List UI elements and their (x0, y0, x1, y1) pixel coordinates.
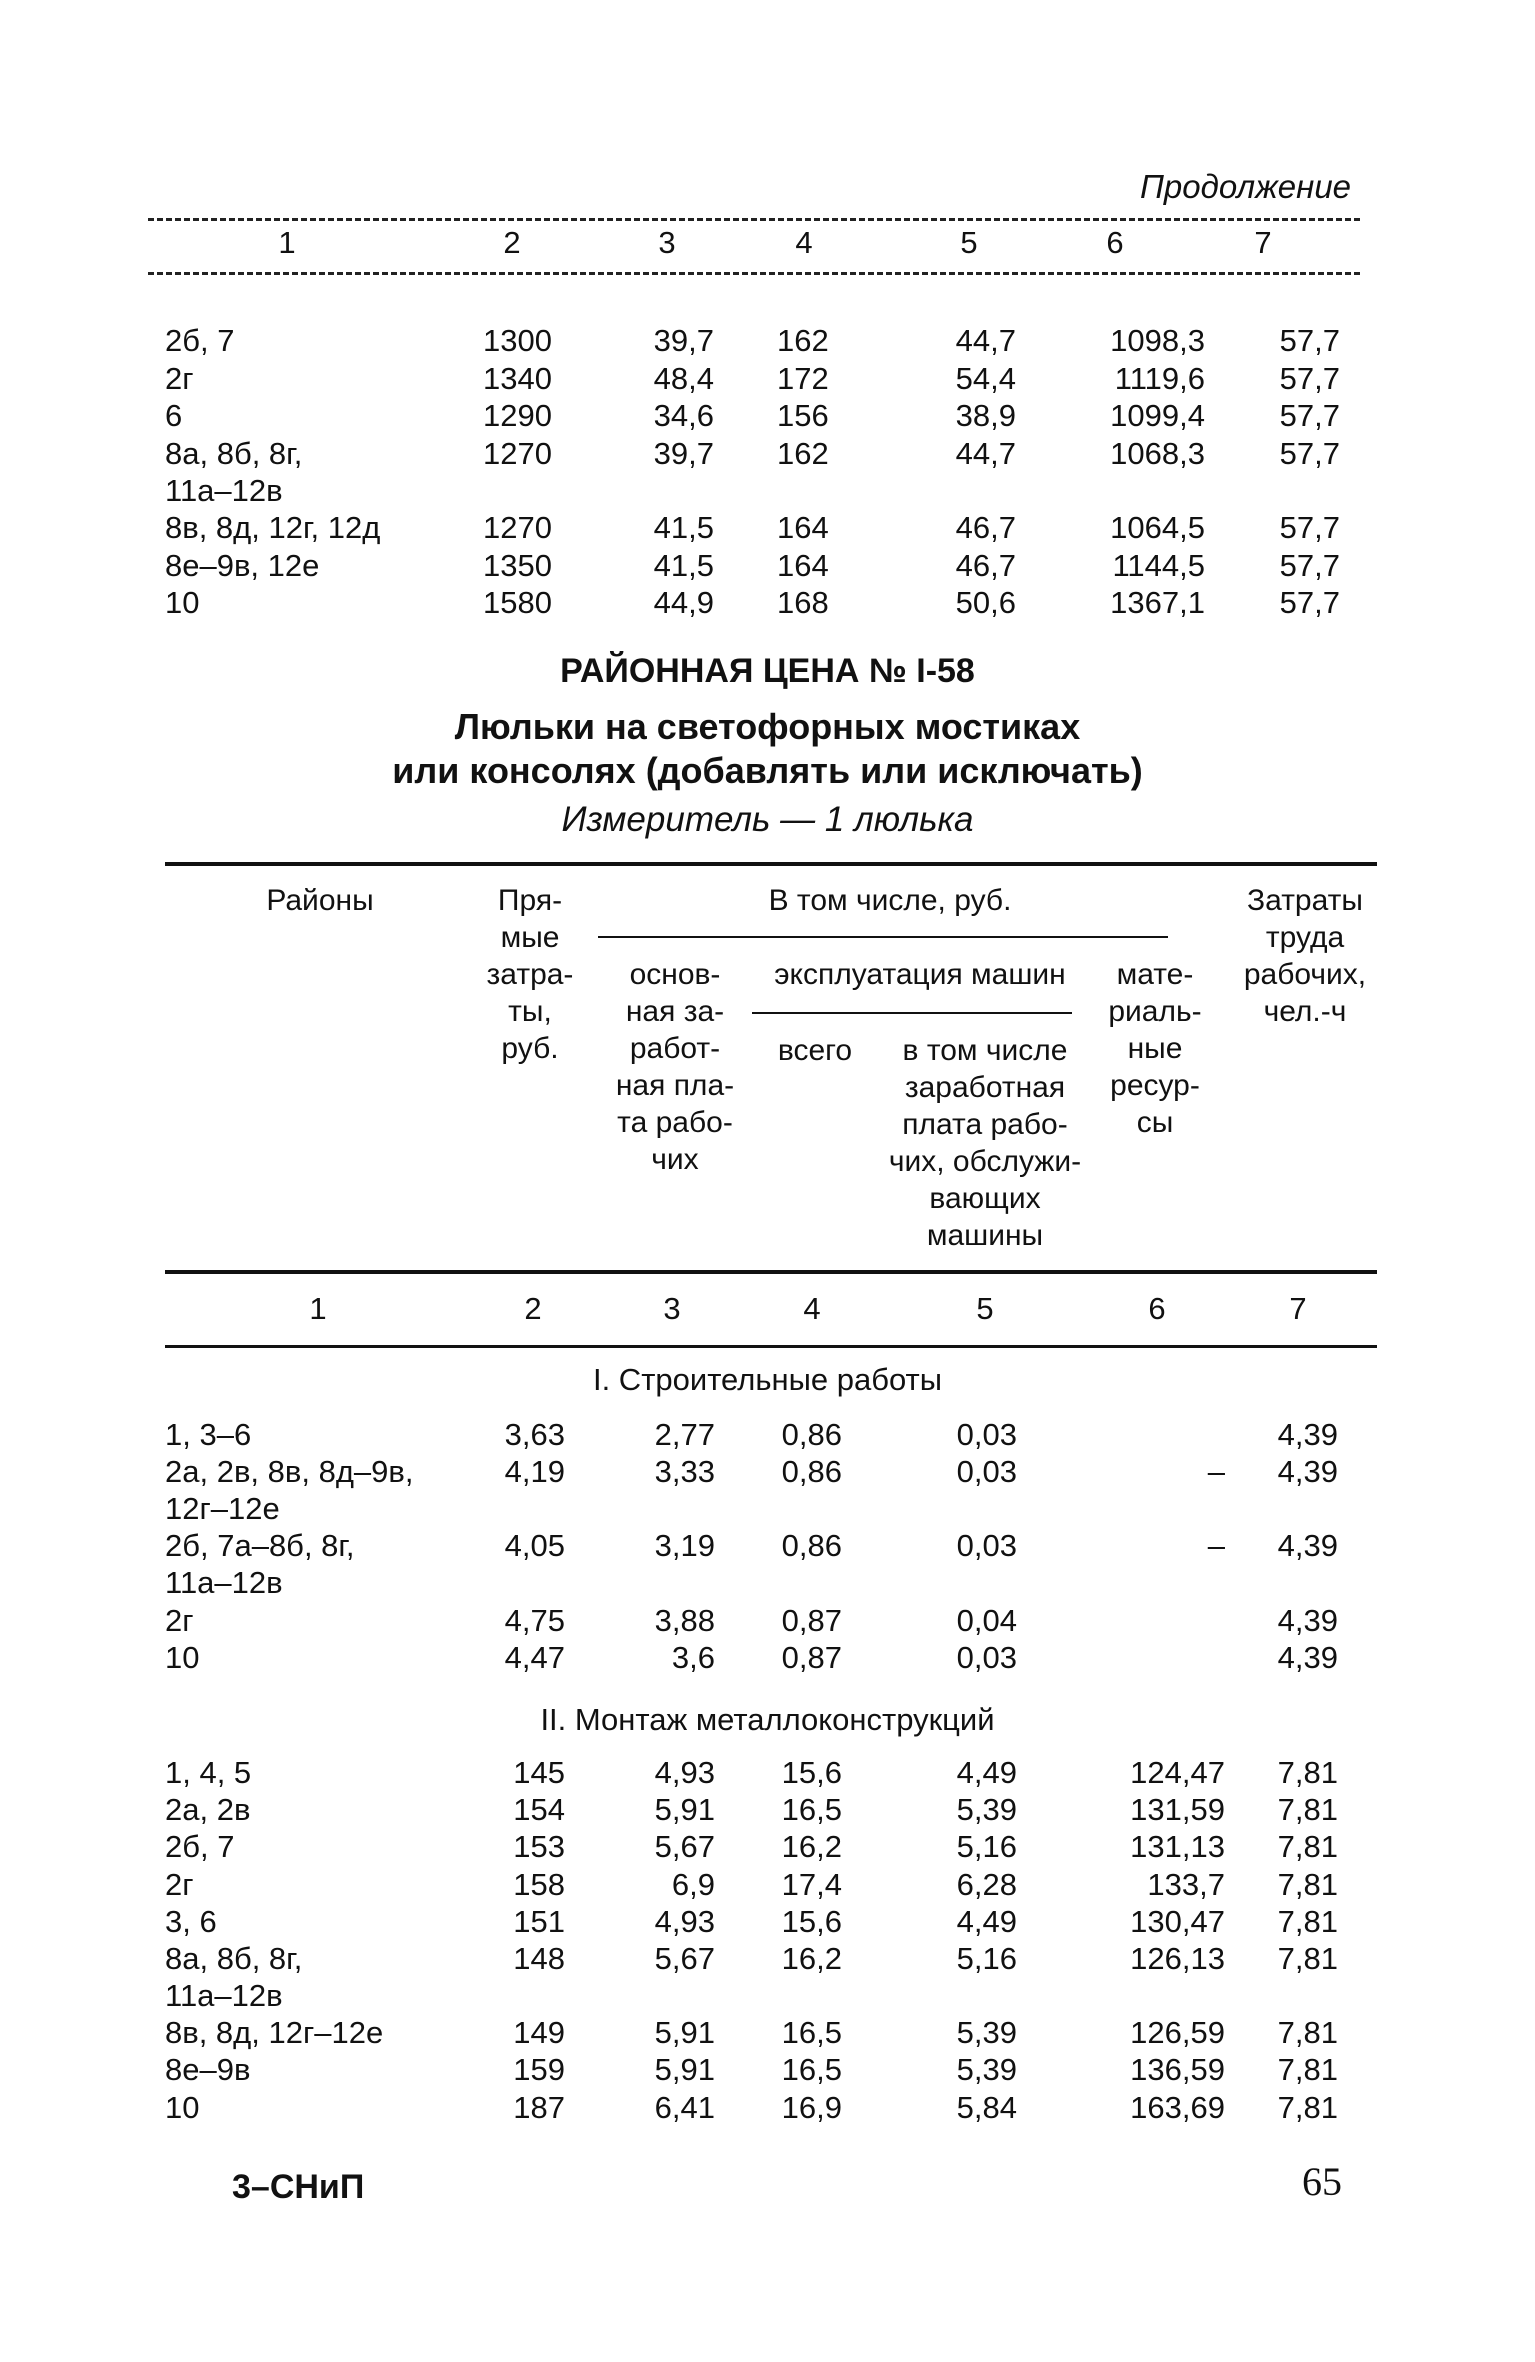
table1-cell: 57,7 (1279, 360, 1340, 396)
group2-cell: 7,81 (1277, 1866, 1338, 1902)
header-incl: В том числе, руб. (768, 884, 1012, 917)
group2-cell: 133,7 (1147, 1866, 1225, 1902)
group2-cell: 124,47 (1130, 1755, 1225, 1790)
table2-incl-rule (598, 936, 1168, 938)
group1-cell: 0,86 (781, 1417, 842, 1452)
group1-cell: 3,6 (671, 1639, 715, 1675)
group2-region: 1, 4, 5 (165, 1755, 252, 1790)
group2-cell: 130,47 (1130, 1903, 1225, 1939)
group2-cell: 4,49 (956, 1903, 1017, 1939)
group1-cell: 4,05 (504, 1528, 565, 1564)
header-machines-wage: в том числе заработная плата рабо- чих, обслужи- вающих машины (888, 1034, 1082, 1252)
price-heading: РАЙОННАЯ ЦЕНА № I-58 (560, 652, 975, 690)
table1-header-rule (148, 272, 1360, 275)
group2-cell: 7,81 (1277, 1829, 1338, 1865)
group1-cell: 3,33 (654, 1454, 715, 1490)
group1-cell: 0,87 (781, 1639, 842, 1675)
group1-cell: 4,39 (1277, 1417, 1338, 1452)
table2-colnum-rule (165, 1345, 1377, 1348)
table1-cell: 1290 (483, 398, 552, 433)
group1-cell: 4,39 (1277, 1454, 1338, 1490)
group2-title: II. Монтаж металлоконструкций (540, 1702, 995, 1737)
table1-region: 8в, 8д, 12г, 12д (165, 510, 381, 545)
group1-region: 2а, 2в, 8в, 8д–9в, (165, 1454, 414, 1490)
group2-region: 8а, 8б, 8г, (165, 1941, 303, 1976)
table1-cell: 46,7 (955, 547, 1016, 583)
table1-region: 2б, 7 (165, 323, 235, 358)
group1-cell: 0,03 (956, 1417, 1017, 1452)
table1-cell: 57,7 (1279, 323, 1340, 358)
section-title-line1: Люльки на светофорных мостиках (454, 706, 1081, 747)
group2-cell: 145 (513, 1755, 565, 1790)
group1-cell: 4,39 (1277, 1528, 1338, 1564)
group1-cell: 0,03 (956, 1528, 1017, 1564)
group2-cell: 136,59 (1130, 2052, 1225, 2088)
table2-top-rule (165, 862, 1377, 866)
group1-cell: 4,19 (504, 1454, 565, 1490)
table1-region: 2г (165, 360, 194, 396)
table1-cell: 41,5 (653, 547, 714, 583)
table2-col-number: 6 (1148, 1291, 1166, 1326)
header-labor: Затраты труда рабочих, чел.-ч (1243, 884, 1367, 1028)
group1-cell: 0,86 (781, 1528, 842, 1564)
table1-cell: 44,7 (955, 435, 1016, 471)
table1-cell: 1300 (483, 323, 552, 358)
group1-cell: – (1207, 1454, 1225, 1490)
table1-cell: 46,7 (955, 510, 1016, 545)
group2-cell: 149 (513, 2015, 565, 2051)
group2-cell: 16,2 (781, 1829, 842, 1865)
group2-cell: 6,9 (671, 1866, 715, 1902)
group2-region: 2а, 2в (165, 1792, 251, 1828)
table2-machines-rule (752, 1012, 1072, 1014)
table2-col-number: 2 (524, 1291, 542, 1326)
group2-cell: 5,67 (654, 1829, 715, 1865)
table1-cell: 164 (777, 547, 829, 583)
group2-cell: 7,81 (1277, 1941, 1338, 1976)
group1-cell: 2,77 (654, 1417, 715, 1452)
group2-region-cont: 11а–12в (165, 1978, 283, 2013)
group1-title: I. Строительные работы (592, 1362, 943, 1397)
group2-cell: 148 (513, 1941, 565, 1976)
table1-cell: 41,5 (653, 510, 714, 545)
table1-cell: 34,6 (653, 398, 714, 433)
table1-cell: 1270 (483, 435, 552, 471)
table1-cell: 57,7 (1279, 510, 1340, 545)
group1-cell: 3,63 (504, 1417, 565, 1452)
group2-cell: 7,81 (1277, 1755, 1338, 1790)
table2-col-number: 1 (309, 1291, 327, 1326)
group2-cell: 7,81 (1277, 2015, 1338, 2051)
group2-cell: 5,91 (654, 2052, 715, 2088)
group2-cell: 16,5 (781, 1792, 842, 1828)
group2-cell: 15,6 (781, 1755, 842, 1790)
group1-cell: 0,03 (956, 1639, 1017, 1675)
group1-cell: 3,88 (654, 1602, 715, 1638)
table1-top-rule (148, 218, 1360, 221)
header-basic-wage: основ- ная за- работ- ная пла- та рабо- чих (615, 958, 735, 1176)
group2-cell: 5,84 (956, 2089, 1017, 2125)
group2-cell: 4,93 (654, 1903, 715, 1939)
group2-cell: 126,59 (1130, 2015, 1225, 2051)
footer-signature: 3–СНиП (232, 2168, 365, 2206)
table1-col-number: 6 (1106, 225, 1124, 260)
group1-cell: 4,39 (1277, 1639, 1338, 1675)
group2-cell: 126,13 (1130, 1941, 1225, 1976)
header-machines-total: всего (777, 1034, 853, 1067)
section-title-line2: или консолях (добавлять или исключать) (392, 750, 1143, 791)
group2-region: 10 (165, 2089, 200, 2125)
table2-header-bottom-rule (165, 1270, 1377, 1274)
header-materials: мате- риаль- ные ресур- сы (1108, 958, 1202, 1139)
group2-cell: 5,39 (956, 1792, 1017, 1828)
table1-cell: 44,7 (955, 323, 1016, 358)
group1-cell: – (1207, 1528, 1225, 1564)
group2-cell: 158 (513, 1866, 565, 1902)
table1-cell: 168 (777, 585, 829, 620)
group2-cell: 16,9 (781, 2089, 842, 2125)
table1-col-number: 1 (278, 225, 296, 260)
group2-cell: 7,81 (1277, 1903, 1338, 1939)
group2-region: 8е–9в (165, 2052, 251, 2088)
table1-cell: 54,4 (955, 360, 1016, 396)
table1-col-number: 7 (1254, 225, 1272, 260)
header-machine-operation: эксплуатация машин (774, 958, 1066, 991)
group2-cell: 131,13 (1130, 1829, 1225, 1865)
group2-cell: 4,93 (654, 1755, 715, 1790)
group2-region: 3, 6 (165, 1903, 217, 1939)
table1-cell: 1340 (483, 360, 552, 396)
group2-cell: 5,91 (654, 2015, 715, 2051)
group2-cell: 7,81 (1277, 2089, 1338, 2125)
group2-cell: 159 (513, 2052, 565, 2088)
group2-region: 2б, 7 (165, 1829, 235, 1865)
group1-region-cont: 12г–12е (165, 1491, 280, 1527)
group1-region-cont: 11а–12в (165, 1565, 283, 1601)
table1-cell: 1099,4 (1110, 398, 1205, 433)
group1-cell: 4,47 (504, 1639, 565, 1675)
table1-region: 6 (165, 398, 183, 433)
group1-cell: 0,04 (956, 1602, 1017, 1638)
group2-cell: 5,67 (654, 1941, 715, 1976)
group2-cell: 5,39 (956, 2015, 1017, 2051)
table2-col-number: 4 (803, 1291, 821, 1326)
group2-cell: 7,81 (1277, 2052, 1338, 2088)
group1-region: 2г (165, 1602, 194, 1638)
table1-cell: 156 (777, 398, 829, 433)
table1-cell: 39,7 (653, 323, 714, 358)
table1-cell: 57,7 (1279, 398, 1340, 433)
table1-cell: 39,7 (653, 435, 714, 471)
group2-cell: 5,39 (956, 2052, 1017, 2088)
table1-cell: 162 (777, 323, 829, 358)
group1-cell: 0,87 (781, 1602, 842, 1638)
table1-region: 8а, 8б, 8г, (165, 435, 303, 471)
table1-col-number: 3 (658, 225, 676, 260)
table1-cell: 1367,1 (1110, 585, 1205, 620)
group1-cell: 0,86 (781, 1454, 842, 1490)
group2-cell: 16,5 (781, 2015, 842, 2051)
group2-cell: 7,81 (1277, 1792, 1338, 1828)
group2-region: 2г (165, 1866, 194, 1902)
header-regions: Районы (266, 884, 374, 917)
group2-cell: 5,16 (956, 1941, 1017, 1976)
table1-cell: 1270 (483, 510, 552, 545)
table1-cell: 1350 (483, 547, 552, 583)
table1-region: 8е–9в, 12е (165, 547, 320, 583)
group2-cell: 187 (513, 2089, 565, 2125)
group1-cell: 0,03 (956, 1454, 1017, 1490)
table2-col-number: 5 (976, 1291, 994, 1326)
group2-cell: 154 (513, 1792, 565, 1828)
table1-region-cont: 11а–12в (165, 472, 283, 508)
table1-cell: 57,7 (1279, 435, 1340, 471)
table2-col-number: 3 (663, 1291, 681, 1326)
group2-cell: 153 (513, 1829, 565, 1865)
table2-col-number: 7 (1289, 1291, 1307, 1326)
table1-cell: 48,4 (653, 360, 714, 396)
group2-cell: 151 (513, 1903, 565, 1939)
table1-cell: 162 (777, 435, 829, 471)
group2-cell: 6,41 (654, 2089, 715, 2125)
group2-cell: 163,69 (1130, 2089, 1225, 2125)
table1-col-number: 4 (795, 225, 813, 260)
table1-cell: 1580 (483, 585, 552, 620)
page-number: 65 (1302, 2159, 1342, 2204)
table1-cell: 164 (777, 510, 829, 545)
group1-region: 1, 3–6 (165, 1417, 252, 1452)
group2-cell: 5,16 (956, 1829, 1017, 1865)
group2-cell: 17,4 (781, 1866, 842, 1902)
group2-cell: 5,91 (654, 1792, 715, 1828)
table1-cell: 1119,6 (1114, 360, 1205, 396)
table1-cell: 1144,5 (1112, 547, 1205, 583)
table1-cell: 38,9 (955, 398, 1016, 433)
table1-cell: 172 (777, 360, 829, 396)
group1-cell: 4,75 (504, 1602, 565, 1638)
group2-region: 8в, 8д, 12г–12е (165, 2015, 384, 2051)
group2-cell: 15,6 (781, 1903, 842, 1939)
group2-cell: 131,59 (1130, 1792, 1225, 1828)
table1-cell: 50,6 (955, 585, 1016, 620)
table1-region: 10 (165, 585, 200, 620)
group2-cell: 4,49 (956, 1755, 1017, 1790)
group2-cell: 6,28 (956, 1866, 1017, 1902)
table1-cell: 1068,3 (1110, 435, 1205, 471)
table1-cell: 57,7 (1279, 585, 1340, 620)
group1-cell: 3,19 (654, 1528, 715, 1564)
header-direct-costs: Пря- мые затра- ты, руб. (486, 884, 574, 1065)
group2-cell: 16,5 (781, 2052, 842, 2088)
group1-region: 10 (165, 1639, 200, 1675)
table1-cell: 44,9 (653, 585, 714, 620)
table1-col-number: 5 (960, 225, 978, 260)
measure-unit: Измеритель — 1 люлька (561, 800, 974, 839)
table1-col-number: 2 (503, 225, 521, 260)
group2-cell: 16,2 (781, 1941, 842, 1976)
group1-cell: 4,39 (1277, 1602, 1338, 1638)
table1-cell: 1098,3 (1110, 323, 1205, 358)
table1-cell: 1064,5 (1110, 510, 1205, 545)
group1-region: 2б, 7а–8б, 8г, (165, 1528, 355, 1564)
continuation-label: Продолжение (1140, 168, 1352, 205)
table1-cell: 57,7 (1279, 547, 1340, 583)
